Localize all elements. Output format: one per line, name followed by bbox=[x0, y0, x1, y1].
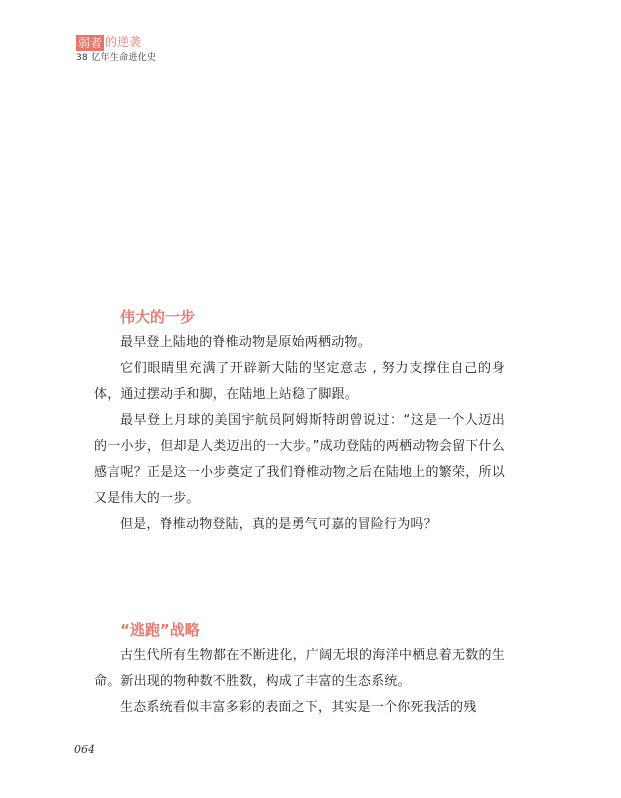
paragraph: 最早登上月球的美国宇航员阿姆斯特朗曾说过：“这是一个人迈出的一小步，但却是人类迈出的一大步。”成功登陆的两栖动物会留下什么感言呢？正是这一小步奠定了我们脊椎动物之后在陆地上的繁荣，所以又是伟大的一步。 bbox=[94, 413, 505, 506]
section-heading: 伟大的一步 bbox=[120, 308, 196, 326]
paragraph: 生态系统看似丰富多彩的表面之下，其实是一个你死我活的残 bbox=[120, 700, 477, 715]
section-heading: “逃跑”战略 bbox=[120, 621, 200, 639]
page-number: 064 bbox=[74, 743, 95, 756]
paragraph: 古生代所有生物都在不断进化，广阔无垠的海洋中栖息着无数的生命。新出现的物种数不胜数，构成了丰富的生态系统。 bbox=[94, 648, 505, 689]
section-great-step bbox=[94, 307, 505, 538]
paragraph: 但是，脊椎动物登陆，真的是勇气可嘉的冒险行为吗？ bbox=[120, 517, 437, 532]
paragraph: 最早登上陆地的脊椎动物是原始两栖动物。 bbox=[120, 335, 371, 350]
book-title-highlight: 弱者 bbox=[78, 35, 103, 50]
book-subtitle: 38 亿年生命进化史 bbox=[76, 53, 157, 63]
paragraph: 它们眼睛里充满了开辟新大陆的坚定意志 , 努力支撑住自己的身体，通过摆动手和脚，在陆地上站稳了脚跟。 bbox=[94, 361, 505, 402]
book-title bbox=[76, 34, 156, 51]
book-title-rest: 的逆袭 bbox=[105, 35, 142, 49]
running-header bbox=[76, 34, 156, 64]
section-escape-strategy bbox=[94, 620, 505, 721]
